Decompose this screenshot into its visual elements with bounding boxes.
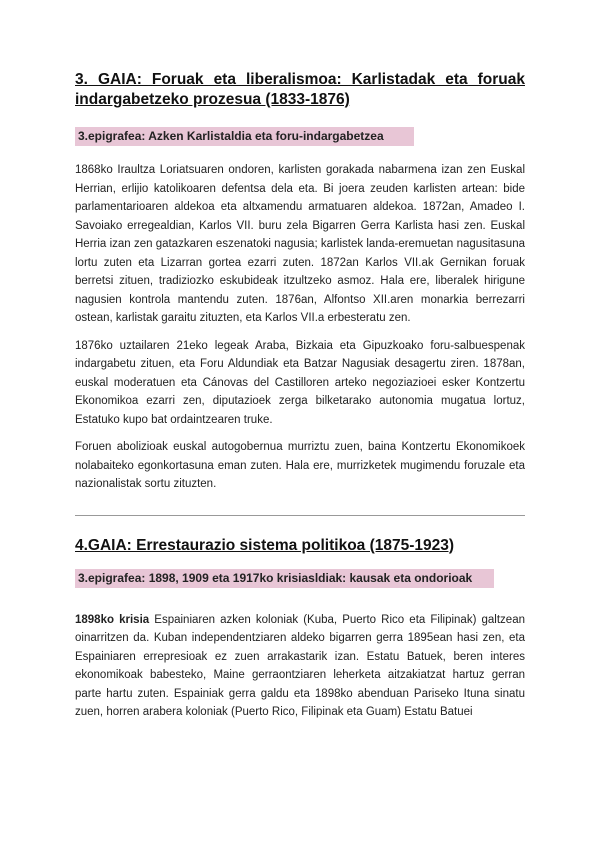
section-1-paragraph-1: 1868ko Iraultza Loriatsuaren ondoren, karlisten gorakada nabarmena izan zen Euskal Herrian, erlijio katolikoaren defentsa dela eta. Bi joera zeuden karlisten artean: bide parlamentarioaren aldekoa eta altxamendu armatuaren aldekoa. 1872an, Amadeo I. Savoiako erregealdian, Karlos VII. buru zela Bigarren Gerra Karlista hasi zen. Euskal Herria izan zen gatazkaren eszenatoki nagusia; karlistek landa-eremuetan nagusitasuna lortu zuten eta Lizarran gortea ezarri zuten. 1872an Karlos VII.ak Gernikan foruak berretsi zituen, tradiziozko eskubideak itzultzeko asmoz. Hala ere, liberalek hirigune nagusien kontrola mantendu zuten. 1876an, Alfontso XII.aren monarkia berrezarri ostean, karlistak garaitu zituzten, eta Karlos VII.a erbesteratu zen.: [75, 164, 525, 324]
section-2-title: 4.GAIA: Errestaurazio sistema politikoa (1875-1923): [75, 536, 455, 554]
section-2-epigraph: 3.epigrafea: 1898, 1909 eta 1917ko krisiasldiak: kausak eta ondorioak: [75, 569, 494, 588]
section-1-paragraph-2: 1876ko uztailaren 21eko legeak Araba, Bizkaia eta Gipuzkoako foru-salbuespenak indargabetu zituen, eta Foru Aldundiak eta Batzar Nagusiak desagertu ziren. 1878an, euskal moderatuen eta Cánovas del Castilloren arteko negoziazioei esker Kontzertu Ekonomikoa ezarri zen, diputazioek zerga bilketarako autonomia mugatua lortuz, Estatuko kupo bat ordaintzearen truke.: [75, 339, 525, 426]
section-2-paragraph-1: [75, 611, 525, 722]
section-divider: [75, 515, 525, 516]
section-1-paragraph-3: Foruen abolizioak euskal autogobernua murriztu zuen, baina Kontzertu Ekonomikoek nolabaiteko egonkortasuna eman zuten. Hala ere, murrizketek mugimendu foruzale eta nazionalistak sortu zituzten.: [75, 441, 525, 490]
crisis-1898-heading: 1898ko krisia: [75, 613, 150, 626]
section-1-title: 3. GAIA: Foruak eta liberalismoa: Karlistadak eta foruak indargabetzeko prozesua (1833-1876): [75, 71, 525, 108]
crisis-1898-text: Espainiaren azken koloniak (Kuba, Puerto Rico eta Filipinak) galtzean oinarritzen da. Kuban independentziaren aldeko bigarren gerra 1895ean hasi zen, eta Espainiaren errepresioak ez zuen arrakastarik izan. Estatu Batuek, beren interes ekonomikoak babesteko, Maine gerraontziaren leherketa aitzakiatzat hartuz gerran parte hartu zuten. Espainiak gerra galdu eta 1898ko abenduan Pariseko Ituna sinatu zuen, horren arabera koloniak (Puerto Rico, Filipinak eta Guam) Estatu Batuei: [75, 613, 525, 718]
section-1-epigraph: 3.epigrafea: Azken Karlistaldia eta foru-indargabetzea: [75, 127, 414, 146]
